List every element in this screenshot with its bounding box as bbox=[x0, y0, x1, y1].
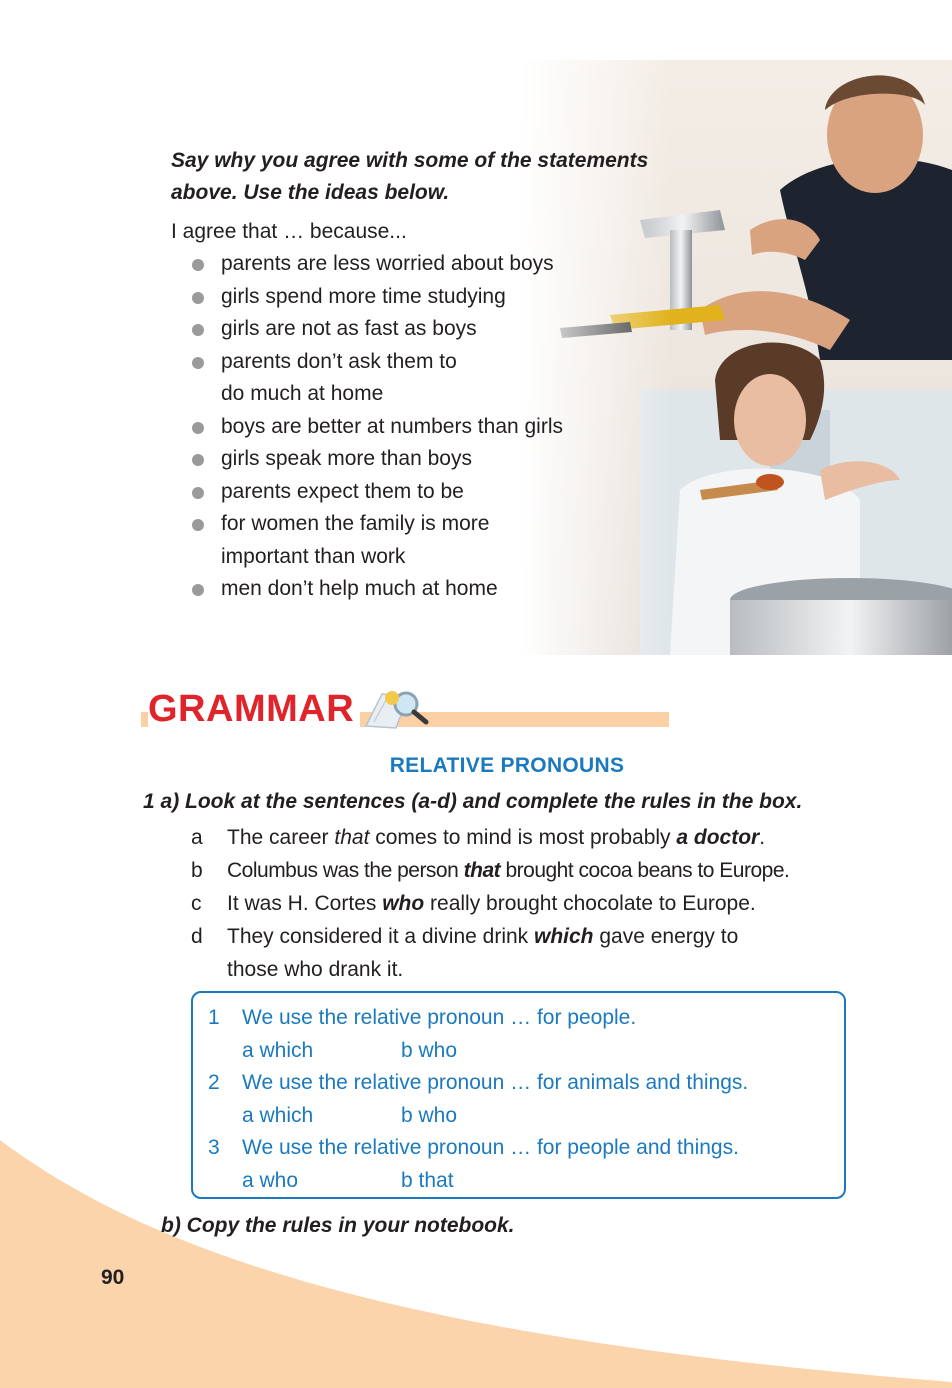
ideas-list bbox=[190, 248, 563, 606]
sentence-b: b Columbus was the person that brought cocoa beans to Europe. bbox=[191, 859, 790, 882]
idea-item: girls speak more than boys bbox=[190, 443, 563, 476]
idea-item: girls spend more time studying bbox=[190, 281, 563, 314]
page-number: 90 bbox=[101, 1266, 125, 1289]
instruction-line-2: above. Use the ideas below. bbox=[171, 181, 450, 204]
discussion-instruction bbox=[171, 145, 731, 209]
sentence-d: d They considered it a divine drink which gave energy to those who drank it. bbox=[191, 925, 739, 981]
rule-1: 1 We use the relative pronoun … for people. bbox=[208, 1006, 637, 1029]
idea-item: men don’t help much at home bbox=[190, 573, 563, 606]
instruction-line-1: Say why you agree with some of the statements bbox=[171, 149, 649, 172]
idea-item: boys are better at numbers than girls bbox=[190, 411, 563, 444]
task-instruction: 1 a) Look at the sentences (a-d) and complete the rules in the box. bbox=[143, 790, 803, 813]
grammar-title: GRAMMAR bbox=[148, 686, 360, 732]
rule-2-options: a which b who bbox=[242, 1103, 458, 1127]
section-heading: RELATIVE PRONOUNS bbox=[389, 754, 625, 777]
idea-item: parents don’t ask them to do much at home bbox=[190, 346, 563, 411]
idea-item: for women the family is more important than work bbox=[190, 508, 563, 573]
rule-1-options: a which b who bbox=[242, 1038, 458, 1062]
sentence-c: c It was H. Cortes who really brought chocolate to Europe. bbox=[191, 892, 756, 915]
idea-item: girls are not as fast as boys bbox=[190, 313, 563, 346]
idea-item: parents are less worried about boys bbox=[190, 248, 563, 281]
sentence-a: a The career that comes to mind is most probably a doctor. bbox=[191, 826, 766, 849]
rules-box bbox=[191, 991, 846, 1199]
rule-2: 2 We use the relative pronoun … for animals and things. bbox=[208, 1071, 749, 1094]
rule-3: 3 We use the relative pronoun … for people and things. bbox=[208, 1136, 739, 1159]
rule-3-options: a who b that bbox=[242, 1168, 454, 1192]
agree-prompt: I agree that … because... bbox=[171, 220, 407, 243]
idea-item: parents expect them to be bbox=[190, 476, 563, 509]
magnifier-book-icon bbox=[362, 686, 434, 730]
copy-task-instruction: b) Copy the rules in your notebook. bbox=[161, 1214, 515, 1237]
example-sentences bbox=[191, 821, 867, 986]
